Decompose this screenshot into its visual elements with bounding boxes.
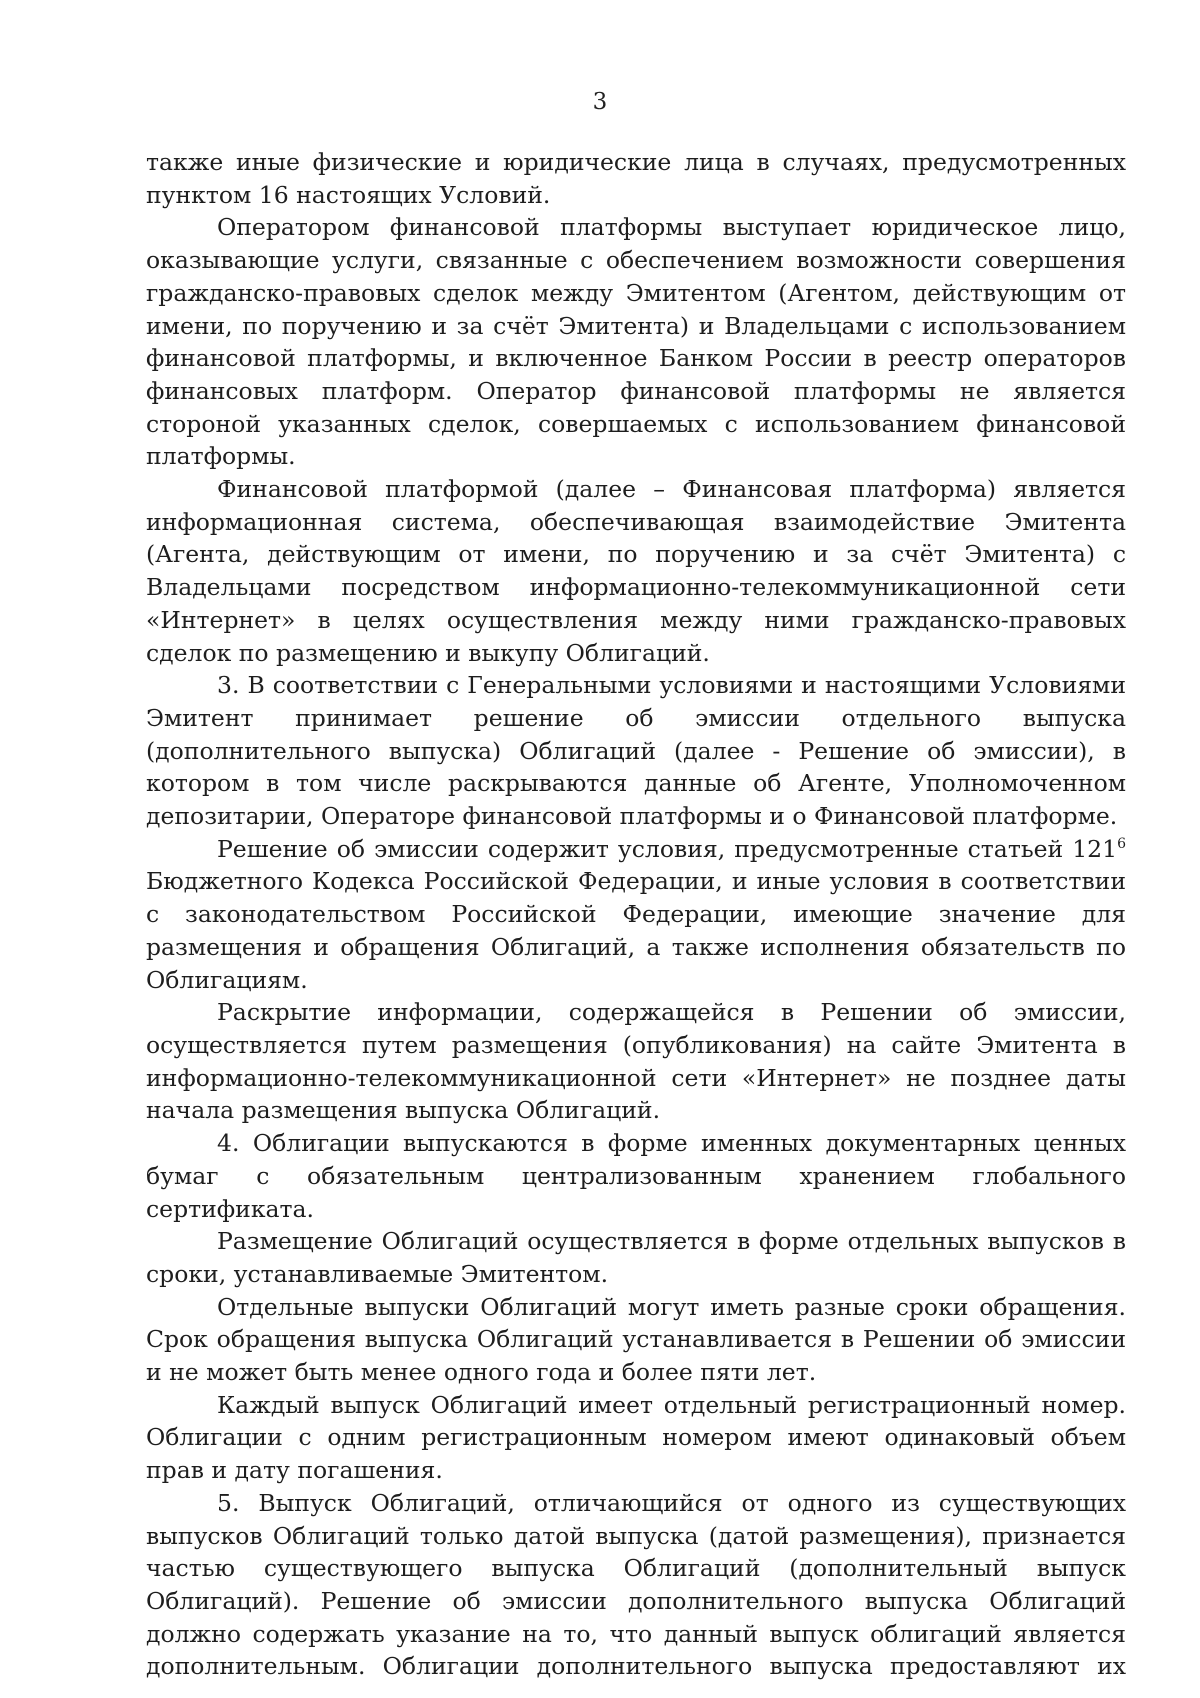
paragraph-disclosure: Раскрытие информации, содержащейся в Решении об эмиссии, осуществляется путем размещения (опубликования) на сайте Эмитента в информационно-телекоммуникационной сети «Интернет» не позднее даты начала размещения выпуска Облигаций. <box>146 998 1126 1125</box>
paragraph-emission-decision-part1: Решение об эмиссии содержит условия, предусмотренные статьей 121 <box>217 834 1118 863</box>
paragraph-clause-5: 5. Выпуск Облигаций, отличающийся от одного из существующих выпусков Облигаций только датой выпуска (датой размещения), признается частью существующего выпуска Облигаций (дополнительный выпуск Облигаций). Решение об эмиссии дополнительного выпуска Облигаций должно содержать указание на то, что данный выпуск облигаций является дополнительным. Облигации дополнительного выпуска предоставляют их <box>146 1488 1126 1681</box>
paragraph-circulation-term: Отдельные выпуски Облигаций могут иметь разные сроки обращения. Срок обращения выпуска Облигаций устанавливается в Решении об эмиссии и не может быть менее одного года и более пяти лет. <box>146 1292 1126 1387</box>
page-number: 3 <box>592 89 608 115</box>
paragraph-platform-operator: Оператором финансовой платформы выступает юридическое лицо, оказывающие услуги, связанные с обеспечением возможности совершения гражданско-правовых сделок между Эмитентом (Агентом, действующим от имени, по поручению и за счёт Эмитента) и Владельцами с использованием финансовой платформы, и включенное Банком России в реестр операторов финансовых платформ. Оператор финансовой платформы не является стороной указанных сделок, совершаемых с использованием финансовой платформы. <box>146 213 1126 471</box>
paragraph-continuation: также иные физические и юридические лица в случаях, предусмотренных пунктом 16 настоящих Условий. <box>146 148 1126 209</box>
paragraph-clause-3: 3. В соответствии с Генеральными условиями и настоящими Условиями Эмитент принимает решение об эмиссии отдельного выпуска (дополнительного выпуска) Облигаций (далее - Решение об эмиссии), в котором в том числе раскрываются данные об Агенте, Уполномоченном депозитарии, Операторе финансовой платформы и о Финансовой платформе. <box>146 671 1126 831</box>
paragraph-clause-4: 4. Облигации выпускаются в форме именных документарных ценных бумаг с обязательным централизованным хранением глобального сертификата. <box>146 1129 1126 1223</box>
article-superscript: 6 <box>1117 835 1126 852</box>
document-body <box>146 146 1126 1683</box>
paragraph-financial-platform: Финансовой платформой (далее – Финансовая платформа) является информационная система, обеспечивающая взаимодействие Эмитента (Агента, действующим от имени, по поручению и за счёт Эмитента) с Владельцами посредством информационно-телекоммуникационной сети «Интернет» в целях осуществления между ними гражданско-правовых сделок по размещению и выкупу Облигаций. <box>146 475 1126 667</box>
paragraph-emission-decision <box>146 833 1126 997</box>
paragraph-registration-number: Каждый выпуск Облигаций имеет отдельный регистрационный номер. Облигации с одним регистрационным номером имеют одинаковый объем прав и дату погашения. <box>146 1390 1126 1485</box>
paragraph-emission-decision-part2: Бюджетного Кодекса Российской Федерации, и иные условия в соответствии с законодательством Российской Федерации, имеющие значение для размещения и обращения Облигаций, а также исполнения обязательств по Облигациям. <box>146 867 1126 994</box>
paragraph-placement: Размещение Облигаций осуществляется в форме отдельных выпусков в сроки, устанавливаемые Эмитентом. <box>146 1227 1126 1288</box>
